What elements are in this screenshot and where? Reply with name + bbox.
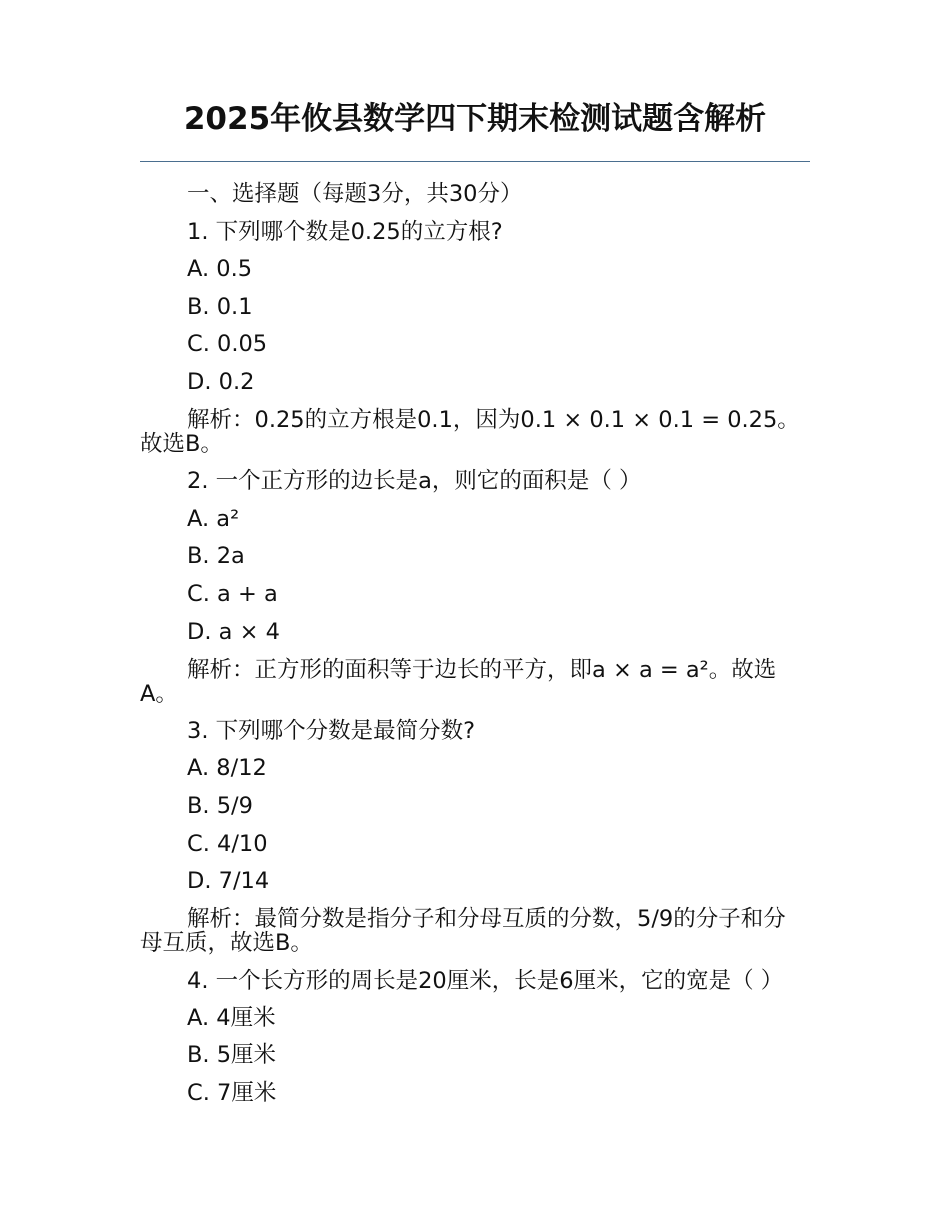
question-analysis: 解析：0.25的立方根是0.1，因为0.1 × 0.1 × 0.1 = 0.25。故选B。 (140, 407, 800, 458)
section-heading: 一、选择题（每题3分，共30分） (187, 181, 523, 207)
answer-option: C. 7厘米 (187, 1080, 277, 1107)
document-body (140, 176, 808, 1113)
answer-option: A. 4厘米 (187, 1004, 276, 1031)
title-underline (140, 161, 810, 162)
answer-option: B. 2a (187, 543, 245, 570)
question-stem: 4. 一个长方形的周长是20厘米，长是6厘米，它的宽是（ ） (187, 968, 784, 995)
answer-option: A. a² (187, 505, 240, 532)
answer-option: D. a × 4 (187, 618, 280, 645)
answer-option: B. 5厘米 (187, 1042, 277, 1069)
answer-option: A. 0.5 (187, 256, 253, 283)
question-stem: 2. 一个正方形的边长是a，则它的面积是（ ） (187, 468, 642, 495)
question-stem: 3. 下列哪个分数是最简分数? (187, 717, 476, 744)
question-analysis: 解析：最简分数是指分子和分母互质的分数，5/9的分子和分母互质，故选B。 (140, 906, 786, 957)
answer-option: C. a + a (187, 580, 278, 607)
answer-option: C. 0.05 (187, 331, 268, 358)
question-analysis: 解析：正方形的面积等于边长的平方，即a × a = a²。故选A。 (140, 656, 777, 707)
answer-option: D. 0.2 (187, 368, 255, 395)
answer-option: B. 5/9 (187, 792, 253, 819)
question-stem: 1. 下列哪个数是0.25的立方根? (187, 218, 503, 245)
document-title: 2025年攸县数学四下期末检测试题含解析 (183, 101, 767, 137)
answer-option: D. 7/14 (187, 868, 270, 895)
answer-option: C. 4/10 (187, 830, 268, 857)
answer-option: A. 8/12 (187, 755, 267, 782)
answer-option: B. 0.1 (187, 293, 253, 320)
